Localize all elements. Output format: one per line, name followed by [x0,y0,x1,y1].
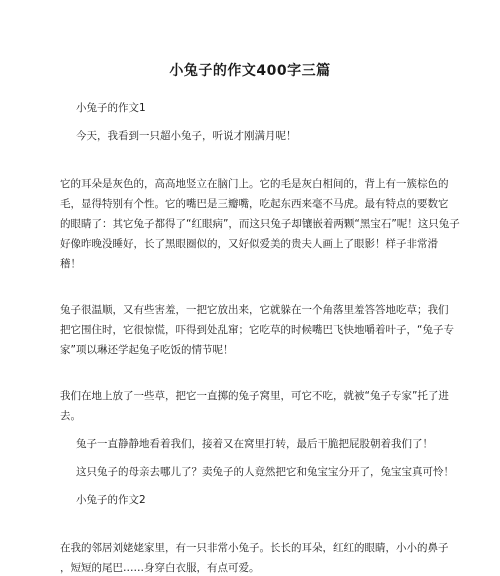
paragraph-line: 好像昨晚没睡好，长了黑眼圈似的，又好似爱美的贵夫人画上了眼影！样子非常滑 [60,238,438,250]
paragraph-line: 去。 [60,410,81,422]
paragraph-line: 毛，显得特别有个性。它的嘴巴是三瓣嘴，吃起东西来毫不马虎。最有特点的要数它 [60,198,449,210]
section-heading-2: 小兔子的作文2 [76,494,146,506]
paragraph-line: 兔子一直静静地看着我们，接着又在窝里打转，最后干脆把屁股朝着我们了！ [76,438,433,450]
paragraph-line: 今天，我看到一只超小兔子，听说才刚满月呢！ [76,130,297,142]
paragraph-line: 兔子很温顺，又有些害羞，一把它放出来，它就躲在一个角落里羞答答地吃草；我们 [60,304,449,316]
paragraph-line: 它的耳朵是灰色的，高高地竖立在脑门上。它的毛是灰白相间的，背上有一簇棕色的 [60,178,449,190]
paragraph-line: 稽！ [60,258,81,270]
section-heading-1: 小兔子的作文1 [76,102,146,114]
paragraph-line: 这只兔子的母亲去哪儿了？卖兔子的人竟然把它和兔宝宝分开了，兔宝宝真可怜！ [76,466,454,478]
paragraph-line: 家”项以琳还学起兔子吃饭的情节呢！ [60,344,234,356]
article-title: 小兔子的作文400字三篇 [169,63,331,79]
paragraph-line: 我们在地上放了一些草，把它一直掷的兔子窝里，可它不吃，就被“兔子专家”托了进 [60,390,449,402]
paragraph-line: ，短短的尾巴……身穿白衣服，有点可爱。 [60,562,260,574]
paragraph-line: 把它围住时，它很惊慌，吓得到处乱窜；它吃草的时候嘴巴飞快地嚼着叶子，“兔子专 [60,324,454,336]
paragraph-line: 在我的邻居刘姥姥家里，有一只非常小兔子。长长的耳朵，红红的眼睛，小小的鼻子 [60,542,449,554]
paragraph-line: 的眼睛了：其它兔子都得了“红眼病”，而这只兔子却镶嵌着两颗“黑宝石”呢！这只兔子 [60,218,460,230]
